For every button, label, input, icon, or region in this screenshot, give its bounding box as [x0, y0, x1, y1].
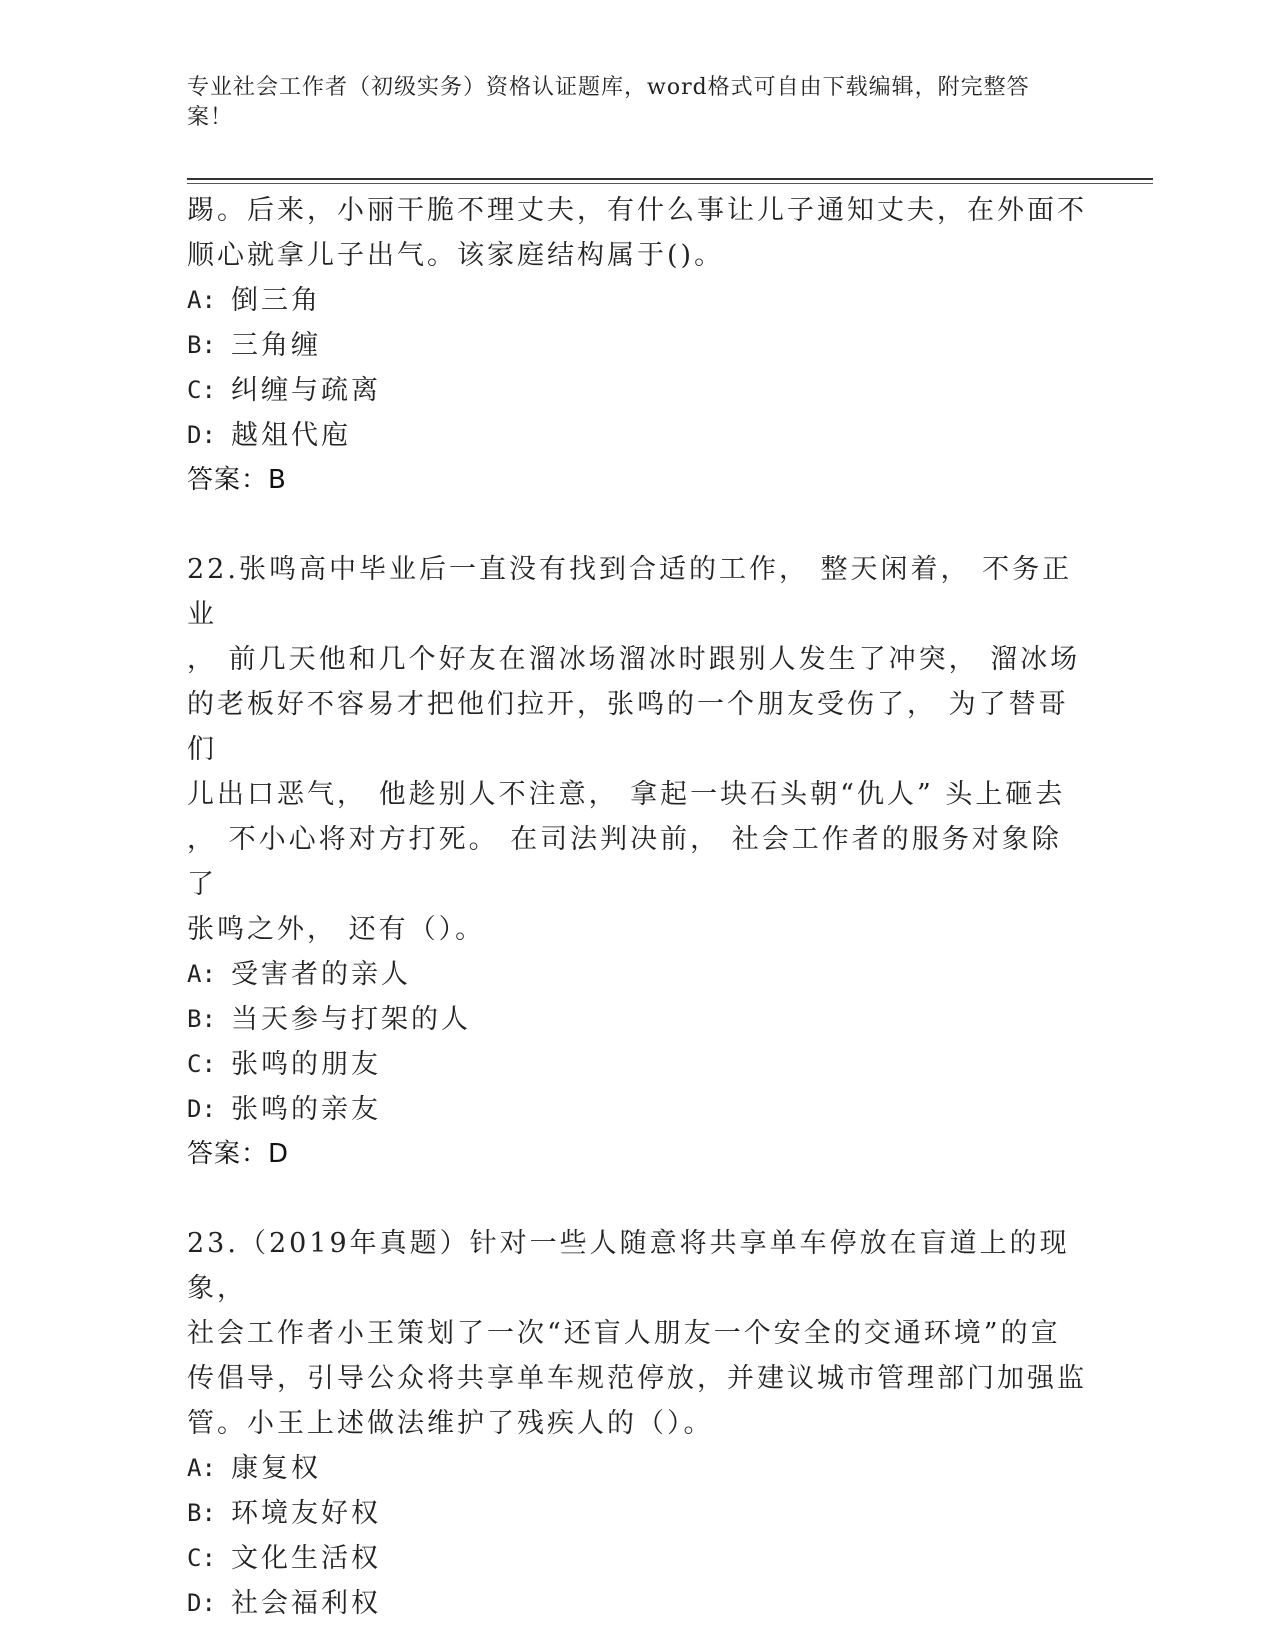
option-text: 张鸣的朋友 [231, 1049, 381, 1080]
option-key: A: [187, 960, 216, 988]
option-b [187, 1491, 1087, 1536]
option-key: C: [187, 1050, 216, 1078]
option-d [187, 1087, 1087, 1132]
option-text: 康复权 [231, 1453, 321, 1484]
option-a [187, 278, 1087, 323]
question-line: 管。小王上述做法维护了残疾人的（）。 [187, 1408, 714, 1439]
answer-line: 答案：D [187, 1139, 290, 1169]
question-line: 的老板好不容易才把他们拉开，张鸣的一个朋友受伤了， 为了替哥们 [187, 689, 1069, 765]
option-text: 文化生活权 [231, 1543, 381, 1574]
question-spacer [187, 1177, 1087, 1221]
option-key: A: [187, 286, 216, 314]
option-c [187, 368, 1087, 413]
question-block [187, 188, 1087, 503]
question-block [187, 547, 1087, 1177]
question-line: 传倡导，引导公众将共享单车规范停放，并建议城市管理部门加强监 [187, 1363, 1087, 1394]
option-d [187, 413, 1087, 458]
option-b [187, 323, 1087, 368]
question-list [187, 188, 1087, 1626]
option-key: C: [187, 376, 216, 404]
question-line: 张鸣之外， 还有（）。 [187, 914, 486, 945]
option-key: B: [187, 1499, 216, 1527]
question-line: 儿出口恶气， 他趁别人不注意， 拿起一块石头朝“仇人” 头上砸去 [187, 779, 1066, 810]
option-text: 受害者的亲人 [231, 959, 411, 990]
option-text: 社会福利权 [231, 1588, 381, 1619]
option-text: 当天参与打架的人 [231, 1004, 471, 1035]
option-key: B: [187, 331, 216, 359]
question-line: 顺心就拿儿子出气。该家庭结构属于()。 [187, 240, 725, 271]
option-key: B: [187, 1005, 216, 1033]
question-block [187, 1221, 1087, 1626]
option-key: D: [187, 1589, 216, 1617]
option-text: 张鸣的亲友 [231, 1094, 381, 1125]
question-line: 踢。后来，小丽干脆不理丈夫，有什么事让儿子通知丈夫，在外面不 [187, 195, 1087, 226]
option-text: 倒三角 [231, 285, 321, 316]
header-rule-thick [187, 178, 1153, 180]
header-rule-thin [187, 183, 1153, 184]
option-key: C: [187, 1544, 216, 1572]
option-c [187, 1536, 1087, 1581]
answer-line: 答案：B [187, 465, 287, 495]
option-c [187, 1042, 1087, 1087]
question-line: ， 不小心将对方打死。 在司法判决前， 社会工作者的服务对象除了 [187, 824, 1062, 900]
option-text: 环境友好权 [231, 1498, 381, 1529]
page-header: 专业社会工作者（初级实务）资格认证题库，word格式可自由下载编辑，附完整答案！ [187, 75, 1030, 130]
option-a [187, 952, 1087, 997]
question-spacer [187, 503, 1087, 547]
option-b [187, 997, 1087, 1042]
question-line: 社会工作者小王策划了一次“还盲人朋友一个安全的交通环境”的宣 [187, 1318, 1061, 1349]
option-key: D: [187, 421, 216, 449]
option-a [187, 1446, 1087, 1491]
question-line: 22.张鸣高中毕业后一直没有找到合适的工作， 整天闲着， 不务正业 [187, 554, 1073, 630]
option-d [187, 1581, 1087, 1626]
option-key: A: [187, 1454, 216, 1482]
option-key: D: [187, 1095, 216, 1123]
question-line: ， 前几天他和几个好友在溜冰场溜冰时跟别人发生了冲突， 溜冰场 [187, 644, 1081, 675]
option-text: 纠缠与疏离 [231, 375, 381, 406]
option-text: 越俎代庖 [231, 420, 351, 451]
option-text: 三角缠 [231, 330, 321, 361]
question-line: 23.（2019年真题）针对一些人随意将共享单车停放在盲道上的现象， [187, 1228, 1070, 1304]
